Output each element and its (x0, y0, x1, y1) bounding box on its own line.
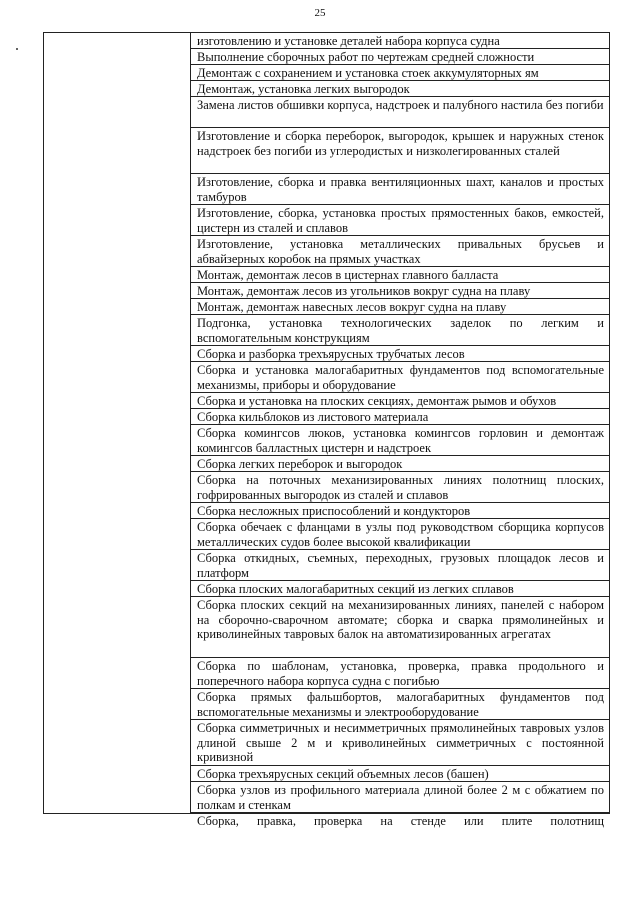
table-row: Сборка легких переборок и выгородок (191, 456, 609, 472)
table-row: Сборка по шаблонам, установка, проверка, правка продольного и поперечного набора корпуса судна с погибью (191, 658, 609, 689)
table-row: Сборка комингсов люков, установка комингсов горловин и демонтаж комингсов балластных цистерн и надстроек (191, 425, 609, 456)
table-row: Сборка кильблоков из листового материала (191, 409, 609, 425)
table-row: Изготовление, установка металлических привальных брусьев и абвайзерных коробок на прямых участках (191, 236, 609, 267)
table-row: Изготовление, сборка и правка вентиляционных шахт, каналов и простых тамбуров (191, 174, 609, 205)
table-row: Выполнение сборочных работ по чертежам средней сложности (191, 49, 609, 65)
table-row: изготовлению и установке деталей набора корпуса судна (191, 33, 609, 49)
table-row: Демонтаж с сохранением и установка стоек аккумуляторных ям (191, 65, 609, 81)
table-row: Сборка и установка малогабаритных фундаментов под вспомогательные механизмы, приборы и оборудование (191, 362, 609, 393)
table-row: Изготовление, сборка, установка простых прямостенных баков, емкостей, цистерн из сталей и сплавов (191, 205, 609, 236)
table-row: Сборка и разборка трехъярусных трубчатых лесов (191, 346, 609, 362)
page-number: 25 (314, 7, 326, 19)
table-row: Монтаж, демонтаж лесов из угольников вокруг судна на плаву (191, 283, 609, 299)
table-left-column (44, 33, 191, 813)
table-row: Изготовление и сборка переборок, выгородок, крышек и наружных стенок надстроек без погиби из углеродистых и низколегированных сталей (191, 128, 609, 174)
table-row: Сборка откидных, съемных, переходных, грузовых площадок лесов и платформ (191, 550, 609, 581)
scan-mark (16, 48, 18, 50)
table-row: Сборка прямых фальшбортов, малогабаритных фундаментов под вспомогательные механизмы и электрооборудование (191, 689, 609, 720)
table-row: Сборка обечаек с фланцами в узлы под руководством сборщика корпусов металлических судов более высокой квалификации (191, 519, 609, 550)
table-row: Замена листов обшивки корпуса, надстроек и палубного настила без погиби (191, 97, 609, 128)
table-row: Сборка симметричных и несимметричных прямолинейных тавровых узлов длиной свыше 2 м и криволинейных симметричных с постоянной кривизной (191, 720, 609, 766)
table-row: Подгонка, установка технологических заделок по легким и вспомогательным конструкциям (191, 315, 609, 346)
table-row: Сборка плоских малогабаритных секций из легких сплавов (191, 581, 609, 597)
table-row: Сборка, правка, проверка на стенде или плите полотнищ (197, 814, 604, 828)
table-row: Сборка плоских секций на механизированных линиях, панелей с набором на сборочно-сварочном автомате; сборка и сварка прямолинейных и криволинейных тавровых балок на автоматизированных агрегатах (191, 597, 609, 658)
table-row: Демонтаж, установка легких выгородок (191, 81, 609, 97)
table-row: Монтаж, демонтаж лесов в цистернах главного балласта (191, 267, 609, 283)
table-row: Монтаж, демонтаж навесных лесов вокруг судна на плаву (191, 299, 609, 315)
table-rows (191, 33, 609, 828)
table-row: Сборка узлов из профильного материала длиной более 2 м с обжатием по полкам и стенкам (191, 782, 609, 813)
table-row: Сборка трехъярусных секций объемных лесов (башен) (191, 766, 609, 782)
table-row: Сборка и установка на плоских секциях, демонтаж рымов и обухов (191, 393, 609, 409)
document-table (43, 32, 610, 828)
table-row: Сборка несложных приспособлений и кондукторов (191, 503, 609, 519)
table-row: Сборка на поточных механизированных линиях полотнищ плоских, гофрированных выгородок из сталей и сплавов (191, 472, 609, 503)
